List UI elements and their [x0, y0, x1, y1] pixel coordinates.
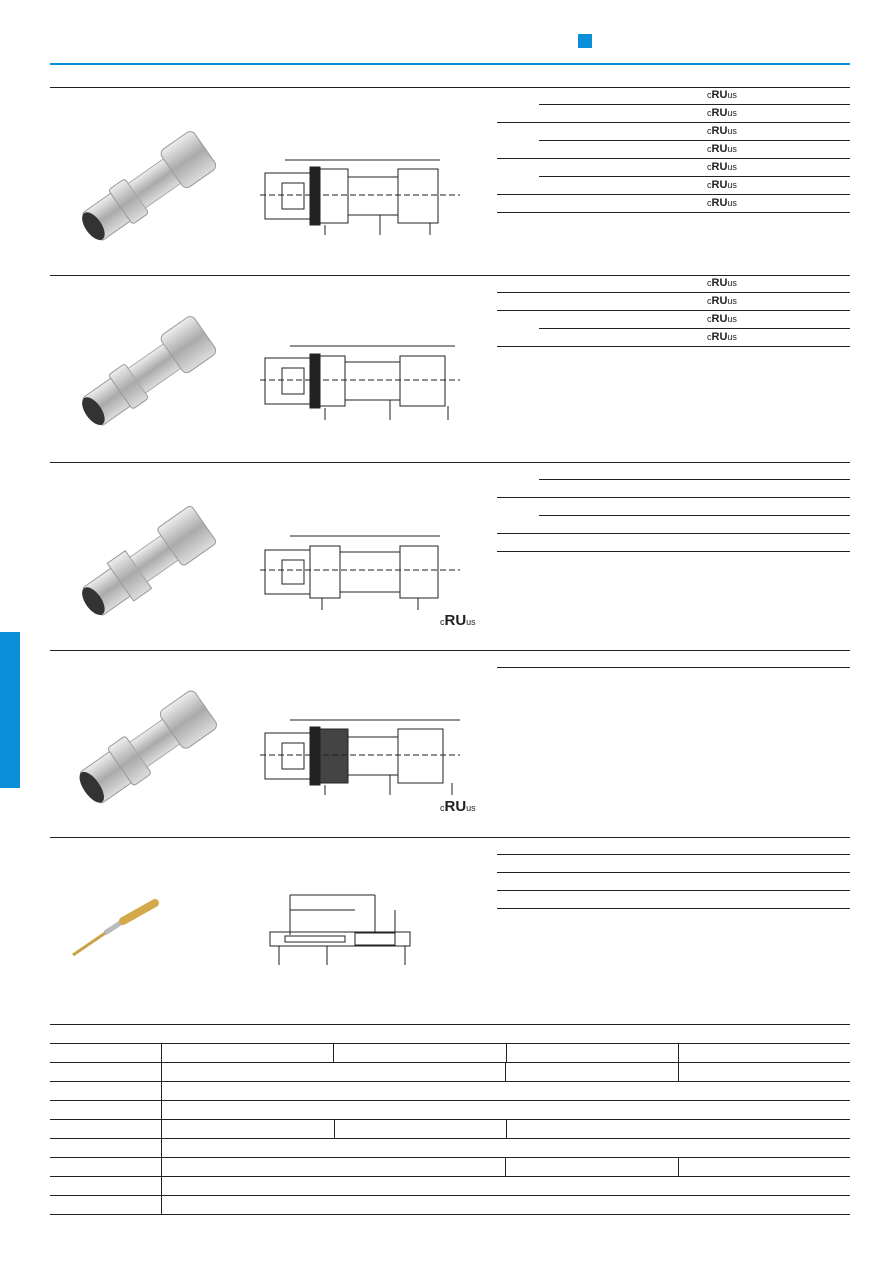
table-row — [50, 1177, 850, 1196]
table-row — [50, 1044, 850, 1063]
ul-table — [497, 462, 850, 552]
side-index-tab — [0, 632, 20, 788]
table-row — [50, 1082, 850, 1101]
ul-certification-mark: cRUus — [440, 798, 476, 815]
connector-photo — [60, 675, 230, 825]
connector-dimension-drawing — [260, 325, 480, 435]
ul-table: cRUus cRUus cRUus cRUus — [497, 275, 850, 347]
table-row — [50, 1158, 850, 1177]
table-row — [50, 1025, 850, 1044]
ul-table: cRUus cRUus cRUus cRUus cRUus cRUus cRUus — [497, 87, 850, 213]
contact-pin-dimension-drawing — [265, 890, 415, 970]
connector-dimension-drawing — [260, 140, 480, 250]
table-row — [50, 1139, 850, 1158]
ul-table — [497, 837, 850, 909]
ul-certification-mark: cRUus — [440, 612, 476, 629]
table-row — [50, 1120, 850, 1139]
connector-photo — [60, 115, 230, 265]
table-row — [50, 1101, 850, 1120]
section-marker-square — [578, 34, 592, 48]
header-rule — [50, 63, 850, 65]
table-row — [50, 1196, 850, 1215]
table-row — [50, 1063, 850, 1082]
connector-photo — [60, 490, 230, 640]
contact-pin-photo — [65, 895, 165, 960]
specification-table — [50, 1024, 850, 1215]
connector-dimension-drawing — [260, 515, 480, 625]
ul-table — [497, 650, 850, 668]
connector-dimension-drawing — [260, 700, 480, 810]
connector-photo — [60, 300, 230, 450]
